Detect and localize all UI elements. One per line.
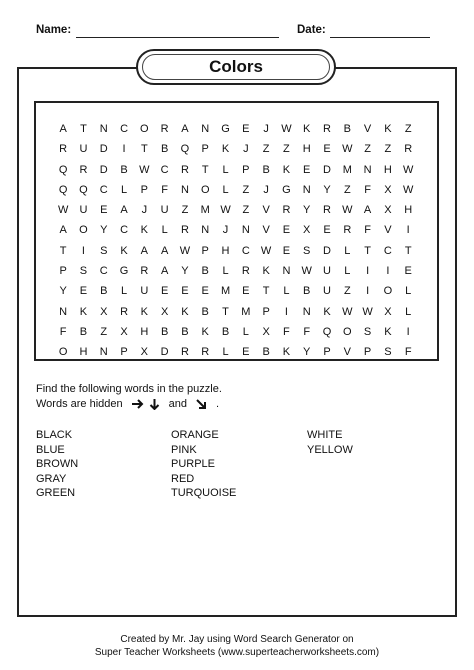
- grid-letter: W: [362, 305, 373, 318]
- grid-letter: A: [59, 224, 67, 237]
- grid-letter: C: [241, 244, 250, 257]
- grid-letter: O: [343, 325, 352, 338]
- grid-letter: C: [99, 265, 108, 278]
- grid-letter: Q: [180, 143, 190, 156]
- grid-letter: W: [301, 265, 312, 278]
- grid-letter: P: [59, 265, 67, 278]
- grid-letter: J: [263, 183, 269, 196]
- grid-letter: D: [323, 244, 331, 257]
- grid-letter: L: [242, 325, 249, 338]
- grid-letter: O: [140, 123, 149, 135]
- grid-letter: H: [221, 244, 230, 257]
- grid-letter: V: [343, 346, 351, 359]
- word-item: BLACK: [36, 429, 73, 441]
- grid-letter: V: [262, 204, 270, 217]
- letter-grid: [53, 119, 418, 363]
- grid-letter: X: [384, 204, 392, 217]
- word-list-column-1: [36, 428, 78, 501]
- grid-letter: H: [404, 204, 413, 217]
- grid-letter: P: [363, 346, 372, 359]
- grid-letter: R: [282, 204, 291, 217]
- grid-letter: D: [99, 163, 108, 176]
- grid-letter: E: [242, 285, 250, 298]
- grid-letter: P: [242, 163, 250, 176]
- grid-letter: L: [222, 265, 229, 278]
- word-item: BLUE: [36, 443, 65, 456]
- word-item: RED: [171, 472, 195, 485]
- grid-letter: R: [323, 123, 331, 135]
- word-list-column-3: [307, 428, 353, 457]
- grid-letter: L: [161, 224, 168, 237]
- grid-letter: Z: [384, 143, 392, 156]
- grid-letter: H: [383, 163, 392, 176]
- grid-letter: B: [201, 265, 209, 278]
- grid-letter: W: [220, 204, 231, 217]
- grid-letter: T: [364, 244, 371, 257]
- grid-letter: A: [120, 204, 128, 217]
- grid-letter: O: [58, 346, 68, 359]
- grid-letter: W: [342, 143, 353, 156]
- grid-letter: K: [201, 325, 209, 338]
- grid-letter: E: [242, 346, 250, 359]
- grid-letter: C: [160, 163, 169, 176]
- grid-letter: Z: [343, 183, 351, 196]
- grid-letter: N: [282, 265, 291, 278]
- grid-row: [53, 119, 418, 139]
- grid-letter: R: [140, 265, 149, 278]
- grid-letter: R: [323, 204, 331, 217]
- grid-letter: Q: [58, 183, 68, 196]
- grid-letter: N: [180, 183, 189, 196]
- grid-letter: T: [262, 285, 270, 298]
- grid-letter: E: [323, 143, 331, 156]
- word-item: PINK: [171, 443, 197, 456]
- grid-letter: W: [139, 163, 150, 176]
- grid-letter: I: [406, 325, 410, 338]
- grid-letter: A: [181, 123, 189, 135]
- grid-letter: G: [282, 183, 291, 196]
- grid-letter: O: [383, 285, 393, 298]
- grid-letter: N: [363, 163, 372, 176]
- grid-letter: S: [303, 244, 311, 257]
- grid-letter: U: [79, 143, 88, 156]
- grid-letter: R: [180, 224, 189, 237]
- grid-letter: S: [363, 325, 372, 338]
- grid-row: [53, 261, 418, 281]
- grid-letter: S: [79, 265, 88, 278]
- grid-letter: T: [404, 244, 412, 257]
- grid-letter: L: [344, 244, 351, 257]
- grid-letter: Y: [303, 346, 311, 359]
- date-label: Date:: [297, 24, 326, 36]
- grid-row: [53, 139, 418, 159]
- grid-letter: W: [281, 123, 292, 135]
- grid-letter: N: [201, 224, 210, 237]
- grid-letter: K: [140, 224, 148, 237]
- grid-letter: K: [323, 305, 331, 318]
- grid-letter: B: [303, 285, 311, 298]
- grid-letter: E: [181, 285, 189, 298]
- grid-letter: D: [160, 346, 169, 359]
- arrow-right-icon: [131, 398, 144, 410]
- grid-letter: W: [342, 204, 353, 217]
- grid-letter: U: [323, 265, 331, 278]
- grid-letter: A: [160, 265, 169, 278]
- grid-letter: K: [282, 163, 291, 176]
- grid-letter: K: [181, 305, 189, 318]
- grid-letter: B: [343, 123, 351, 135]
- grid-letter: F: [59, 325, 67, 338]
- grid-letter: X: [303, 224, 311, 237]
- grid-letter: D: [323, 163, 331, 176]
- grid-letter: J: [243, 143, 249, 156]
- grid-letter: W: [403, 183, 414, 196]
- grid-letter: N: [99, 123, 108, 135]
- grid-letter: M: [220, 285, 231, 298]
- grid-letter: P: [201, 143, 209, 156]
- grid-letter: Q: [322, 325, 332, 338]
- grid-letter: F: [364, 183, 371, 196]
- grid-letter: T: [59, 244, 67, 257]
- grid-letter: K: [303, 123, 311, 135]
- grid-letter: X: [120, 325, 128, 338]
- grid-letter: J: [222, 224, 229, 237]
- grid-letter: E: [282, 224, 291, 237]
- page-title: Colors: [142, 54, 330, 80]
- grid-letter: E: [242, 123, 250, 135]
- grid-letter: B: [262, 163, 270, 176]
- grid-letter: F: [364, 224, 371, 237]
- grid-letter: X: [160, 305, 169, 318]
- name-label: Name:: [36, 24, 72, 36]
- grid-letter: T: [201, 163, 209, 176]
- grid-letter: D: [99, 143, 108, 156]
- instruction-line-1: Find the following words in the puzzle.: [36, 383, 222, 395]
- grid-letter: Z: [242, 183, 250, 196]
- grid-letter: V: [384, 224, 392, 237]
- grid-letter: C: [120, 224, 129, 237]
- grid-letter: E: [282, 244, 291, 257]
- grid-letter: N: [241, 224, 250, 237]
- instruction-prefix: Words are hidden: [36, 398, 123, 410]
- grid-letter: F: [283, 325, 290, 338]
- grid-letter: H: [140, 325, 149, 338]
- grid-letter: E: [303, 163, 311, 176]
- grid-letter: K: [262, 265, 270, 278]
- grid-letter: C: [120, 123, 129, 135]
- instruction-period: .: [215, 398, 220, 410]
- grid-letter: L: [222, 163, 229, 176]
- header: [36, 22, 436, 42]
- grid-letter: E: [100, 204, 108, 217]
- grid-letter: Y: [303, 204, 311, 217]
- grid-letter: R: [59, 143, 68, 156]
- footer-credit: Created by Mr. Jay using Word Search Generator on: [120, 634, 354, 645]
- grid-letter: P: [140, 183, 148, 196]
- grid-letter: J: [141, 204, 148, 217]
- grid-letter: B: [262, 346, 270, 359]
- title-banner: [136, 49, 336, 85]
- grid-letter: R: [160, 123, 169, 135]
- grid-letter: I: [366, 285, 370, 298]
- grid-letter: Z: [242, 204, 250, 217]
- grid-letter: L: [283, 285, 290, 298]
- grid-letter: Q: [79, 183, 88, 196]
- grid-row: [53, 241, 418, 261]
- word-item: GRAY: [36, 472, 67, 485]
- grid-letter: U: [323, 285, 331, 298]
- grid-letter: P: [201, 244, 209, 257]
- grid-letter: K: [120, 244, 128, 257]
- word-list-column-2: [171, 428, 236, 501]
- grid-letter: W: [179, 244, 191, 257]
- grid-letter: E: [79, 285, 88, 298]
- grid-letter: A: [59, 123, 67, 135]
- grid-letter: O: [200, 183, 210, 196]
- grid-letter: W: [342, 305, 353, 318]
- grid-letter: L: [405, 305, 412, 318]
- grid-letter: T: [80, 123, 87, 135]
- grid-letter: E: [201, 285, 209, 298]
- grid-letter: O: [79, 224, 88, 237]
- grid-letter: B: [160, 143, 169, 156]
- grid-letter: R: [120, 305, 129, 318]
- arrow-down-icon: [148, 398, 161, 410]
- grid-letter: W: [403, 163, 414, 176]
- grid-row: [53, 302, 418, 322]
- grid-letter: I: [366, 265, 370, 278]
- grid-letter: B: [201, 305, 209, 318]
- word-item: BROWN: [36, 458, 79, 470]
- grid-letter: A: [160, 244, 169, 257]
- grid-letter: J: [263, 123, 269, 135]
- grid-letter: W: [57, 204, 69, 217]
- grid-letter: X: [384, 305, 392, 318]
- footer-source: Super Teacher Worksheets (www.superteacherworksheets.com): [94, 647, 380, 658]
- grid-letter: M: [200, 204, 210, 217]
- word-item: WHITE: [307, 429, 343, 441]
- word-item: GREEN: [36, 487, 76, 499]
- grid-letter: G: [119, 265, 129, 278]
- grid-letter: T: [140, 143, 148, 156]
- grid-letter: K: [282, 346, 291, 359]
- grid-letter: H: [79, 346, 88, 359]
- grid-letter: H: [302, 143, 311, 156]
- grid-letter: B: [181, 325, 189, 338]
- grid-letter: R: [404, 143, 413, 156]
- grid-letter: R: [180, 163, 189, 176]
- grid-letter: L: [405, 285, 412, 298]
- grid-letter: B: [221, 325, 230, 338]
- grid-letter: Z: [100, 325, 108, 338]
- grid-letter: V: [363, 123, 372, 135]
- grid-letter: K: [140, 305, 148, 318]
- grid-letter: I: [406, 224, 410, 237]
- grid-row: [53, 200, 418, 220]
- grid-row: [53, 220, 418, 240]
- grid-row: [53, 180, 418, 200]
- grid-letter: R: [180, 346, 189, 359]
- grid-letter: L: [120, 285, 128, 298]
- grid-letter: Z: [262, 143, 270, 156]
- grid-letter: X: [100, 305, 108, 318]
- grid-letter: N: [302, 183, 311, 196]
- grid-letter: P: [323, 346, 331, 359]
- grid-letter: U: [79, 204, 88, 217]
- grid-letter: N: [201, 123, 210, 135]
- grid-letter: Z: [404, 123, 412, 135]
- grid-letter: Y: [323, 183, 331, 196]
- grid-letter: C: [99, 183, 108, 196]
- grid-letter: K: [79, 305, 88, 318]
- grid-letter: B: [79, 325, 88, 338]
- grid-letter: R: [201, 346, 210, 359]
- grid-letter: B: [160, 325, 169, 338]
- grid-letter: K: [384, 325, 392, 338]
- grid-letter: Z: [364, 143, 371, 156]
- grid-letter: R: [343, 224, 352, 237]
- grid-letter: E: [160, 285, 169, 298]
- instruction-and: and: [168, 398, 187, 410]
- grid-letter: R: [79, 163, 88, 176]
- grid-letter: M: [241, 305, 251, 318]
- word-item: TURQUOISE: [171, 487, 237, 499]
- grid-letter: E: [323, 224, 331, 237]
- instruction-line-2: [36, 398, 219, 410]
- grid-letter: F: [303, 325, 311, 338]
- word-item: PURPLE: [171, 458, 216, 470]
- grid-letter: B: [100, 285, 108, 298]
- grid-letter: C: [383, 244, 392, 257]
- grid-letter: L: [344, 265, 351, 278]
- grid-letter: L: [222, 183, 229, 196]
- grid-letter: K: [384, 123, 392, 135]
- word-item: ORANGE: [171, 429, 219, 441]
- name-field[interactable]: [76, 37, 279, 38]
- grid-letter: N: [59, 305, 68, 318]
- grid-letter: I: [284, 305, 288, 318]
- grid-letter: S: [384, 346, 392, 359]
- grid-letter: N: [99, 346, 108, 359]
- grid-letter: F: [404, 346, 412, 359]
- grid-letter: N: [302, 305, 311, 318]
- grid-row: [53, 322, 418, 342]
- grid-letter: M: [342, 163, 352, 176]
- grid-letter: Z: [181, 204, 189, 217]
- grid-letter: Z: [283, 143, 290, 156]
- grid-letter: Y: [100, 224, 108, 237]
- grid-letter: L: [120, 183, 128, 196]
- grid-letter: F: [161, 183, 168, 196]
- grid-row: [53, 342, 418, 362]
- grid-letter: U: [140, 285, 149, 298]
- grid-letter: U: [160, 204, 169, 217]
- grid-letter: W: [260, 244, 272, 257]
- grid-letter: A: [140, 244, 148, 257]
- grid-letter: I: [122, 143, 126, 156]
- grid-letter: E: [404, 265, 412, 278]
- grid-letter: Y: [181, 265, 189, 278]
- grid-row: [53, 281, 418, 301]
- grid-letter: B: [120, 163, 128, 176]
- grid-letter: R: [241, 265, 250, 278]
- grid-letter: Q: [58, 163, 68, 176]
- grid-row: [53, 160, 418, 180]
- grid-letter: A: [363, 204, 372, 217]
- grid-letter: P: [262, 305, 270, 318]
- grid-letter: S: [100, 244, 108, 257]
- grid-letter: X: [384, 183, 392, 196]
- grid-letter: X: [262, 325, 270, 338]
- grid-letter: K: [221, 143, 230, 156]
- grid-letter: T: [222, 305, 229, 318]
- grid-letter: Z: [343, 285, 351, 298]
- word-item: YELLOW: [307, 443, 353, 456]
- grid-letter: P: [120, 346, 128, 359]
- grid-letter: I: [81, 244, 85, 257]
- date-field[interactable]: [330, 37, 430, 38]
- grid-letter: V: [262, 224, 270, 237]
- grid-letter: Y: [59, 285, 67, 298]
- grid-letter: G: [221, 123, 230, 135]
- grid-letter: X: [140, 346, 148, 359]
- arrow-diagonal-down-right-icon: [195, 398, 208, 410]
- grid-letter: L: [222, 346, 229, 359]
- grid-letter: I: [386, 265, 390, 278]
